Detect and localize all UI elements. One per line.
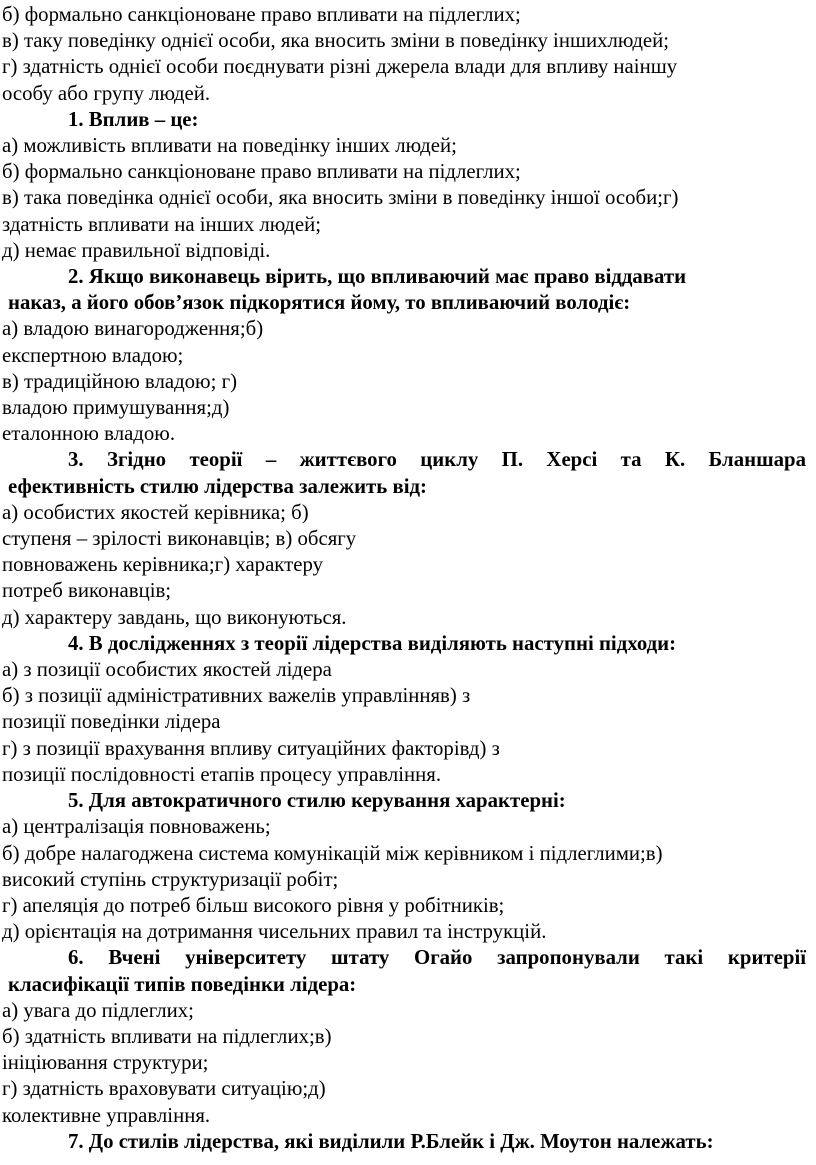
question-4-option: б) з позиції адміністративних важелів управлінняв) з: [2, 684, 471, 708]
question-4-option: а) з позиції особистих якостей лідера: [2, 658, 332, 682]
question-2-option: в) традиційною владою; г): [2, 369, 238, 393]
question-3-option: ступеня – зрілості виконавців; в) обсягу: [2, 527, 357, 551]
question-2-option: владою примушування;д): [2, 396, 230, 420]
question-5-option: а) централізація повноважень;: [2, 815, 271, 839]
question-5-title: 5. Для автократичного стилю керування характерні:: [68, 789, 566, 813]
question-6-option: колективне управління.: [2, 1103, 211, 1127]
option-line: г) здатність однієї особи поєднувати різні джерела влади для впливу наіншу: [2, 55, 678, 79]
question-4-option: г) з позиції врахування впливу ситуаційних факторівд) з: [2, 736, 500, 760]
option-line: особу або групу людей.: [2, 81, 211, 105]
question-3-option: д) характеру завдань, що виконуються.: [2, 605, 347, 629]
question-3-option: повноважень керівника;г) характеру: [2, 553, 323, 577]
question-6-option: г) здатність враховувати ситуацію;д): [2, 1077, 326, 1101]
question-6-title: 6. Вчені університету штату Огайо запропонували такі критерії: [68, 946, 806, 970]
question-5-option: високий ступінь структуризації робіт;: [2, 867, 339, 891]
question-3-option: а) особистих якостей керівника; б): [2, 500, 309, 524]
question-5-option: д) орієнтація на дотримання чисельних правил та інструкцій.: [2, 920, 547, 944]
question-7-title: 7. До стилів лідерства, які виділили Р.Блейк і Дж. Моутон належать:: [68, 1129, 714, 1153]
question-6-title-continued: класифікації типів поведінки лідера:: [8, 972, 357, 996]
question-4-option: позиції послідовності етапів процесу управління.: [2, 762, 442, 786]
question-1-option-c: в) така поведінка однієї особи, яка вносить зміни в поведінку іншої особи;г): [2, 186, 679, 210]
question-3-title-continued: ефективність стилю лідерства залежить від:: [8, 474, 427, 498]
question-3-title: 3. Згідно теорії – життєвого циклу П. Херсі та К. Бланшара: [68, 448, 806, 472]
question-3-option: потреб виконавців;: [2, 579, 172, 603]
question-5-option: б) добре налагоджена система комунікацій між керівником і підлеглими;в): [2, 841, 663, 865]
question-2-title: 2. Якщо виконавець вірить, що впливаючий має право віддавати: [68, 265, 687, 289]
question-2-option: експертною владою;: [2, 343, 184, 367]
question-4-title: 4. В дослідженнях з теорії лідерства виділяють наступні підходи:: [68, 631, 677, 655]
question-2-option: а) владою винагородження;б): [2, 317, 264, 341]
question-5-option: г) апеляція до потреб більш високого рівня у робітників;: [2, 893, 505, 917]
question-2-title-continued: наказ, а його обов’язок підкорятися йому, то впливаючий володіє:: [8, 291, 631, 315]
option-line: б) формально санкціоноване право впливати на підлеглих;: [2, 3, 521, 26]
question-6-option: ініціювання структури;: [2, 1051, 209, 1075]
question-2-option: еталонною владою.: [2, 422, 176, 446]
question-6-option: б) здатність впливати на підлеглих;в): [2, 1024, 332, 1048]
question-6-option: а) увага до підлеглих;: [2, 998, 194, 1022]
option-line: в) таку поведінку однієї особи, яка вносить зміни в поведінку іншихлюдей;: [2, 29, 670, 53]
question-1-option-a: а) можливість впливати на поведінку інших людей;: [2, 134, 457, 158]
question-1-option-b: б) формально санкціоноване право впливати на підлеглих;: [2, 160, 521, 184]
question-1-option-d: д) немає правильної відповіді.: [2, 238, 271, 262]
question-4-option: позиції поведінки лідера: [2, 710, 221, 734]
question-1-title: 1. Вплив – це:: [68, 107, 199, 131]
question-1-option-c-continued: здатність впливати на інших людей;: [2, 212, 322, 236]
